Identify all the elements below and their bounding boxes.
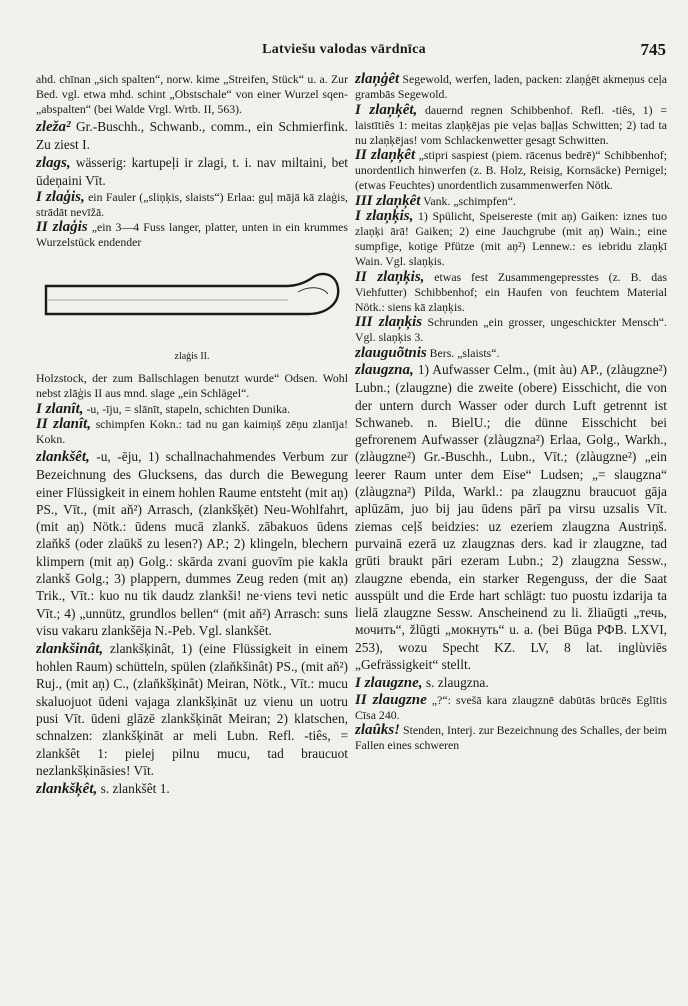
entry-zlanksinat: zlankšinât, zlankšķinât, 1) (eine Flüssigkeit in einem hohlen Raum) schütteln, spülen (zlaňkšinât) PS., (mit aň²) Ruj., (mit aņ) C., (zlaňkšķinât) Meiran, Nötk., Vīt.: mucu skaluojuot ūdeni vajaga zlankšķināt uz vienu un uotru pusi Vīt. ūdeni glāzē zlankšķināt Meiran; 2) klatschen, schnalzen: zlankšķināt ar meli Lubn. Refl. -tiês, = zlankšêt 1: pielej pilnu mucu, tad braucuot nezlankšķināsies! Vīt. [36,640,348,778]
entry-zlanksket: zlankšêt, -u, -ēju, 1) schallnachahmendes Verbum zur Bezeichnung des Glucksens, das durch die Bewegung einer Flüssigkeit in einem hohlen Raume entsteht (mit aņ) PS., Vīt., (mit aň²) Arrasch, (zlankšķēt) Neu-Wohlfahrt, (mit aņ) Nötk.: ūdens mucā zlankš. zābakuos ūdens zlaňkš (oder zlaūkš zu lesen?) AP.; 2) klingeln, blechern klimpern (mit aņ) Golg.: skārda zvani guovīm pie kakla zlankš Golg.; 3) plappern, dummes Zeug reden (mit aņ) Trik., Vīt.: kuo nu tik daudz zlankši! ne·viens tevi netic Vīt.; 4) „unnütz, grundlos bellen“ (mit aň²) Arrasch: suns visu vakaru zlankšēja N.-Peb. Vgl. slankšēt. [36,448,348,638]
page-number: 745 [640,40,666,59]
left-column [36,72,348,1002]
running-title: Latviešu valodas vārdnīca [262,42,426,57]
entry-zlankis-3: III zlaņķis Schrunden „ein grosser, ungeschickter Mensch“. Vgl. slaņķis 3. [355,314,667,344]
entry-continuation: ahd. chīnan „sich spalten“, norw. kime „Streifen, Stück“ u. a. Zur Bed. vgl. etwa mhd. schint „Obstschale“ von einer Wurzel sqen- „abspalten“ (bei Walde Vrgl. Wrtb. II, 563). [36,72,348,116]
stick-drawing [36,256,348,346]
entry-zleza: zleža² Gr.-Buschh., Schwanb., comm., ein Schmierfink. Zu ziest I. [36,118,348,152]
right-column [355,72,667,1002]
page-header [0,38,688,62]
entry-zlankis-2: II zlaņķis, etwas fest Zusammengepresstes (z. B. das Viehfutter) Schibbenhof; ein Haufen von feuchtem Material Nötk.: siens kā zlaņķis. [355,268,667,314]
entry-zlanit-2: II zlanît, schimpfen Kokn.: tad nu gan kaimiņš zēņu zlanīja! Kokn. [36,416,348,447]
entry-zlauguotnis: zlauguõtnis Bers. „slaists“. [355,344,500,361]
figure-caption: zlaģis II. [174,351,210,363]
entry-zlaugzne-2: II zlaugzne „?“: svešā kara zlaugznē dabūtās brūcēs Eglītis Cīsa 240. [355,691,667,722]
entry-zlaugzna: zlaugzna, 1) Aufwasser Celm., (mit àu) AP., (zlàugzne²) Lubn.; (zlaugzne) die zweite (obere) Eisschicht, die von der untern durch Wasser oder durch Luft getrennt ist Schwaneb. n. BielU.; die dünne Eisschicht bei gefrorenem Aufwasser (zlàugzna²) Erlaa, Golg., Warkh., (zlàugzne²) Gr.-Buschh., Lubn., Vīt.; (zlàugzne²) „ein leerer Raum unter dem Eise“ Ludsen; „= slaugzna“ (zlàugzna²) Pilda, Warkl.: pa zlaugznu braucuot gāja aplūzām, juo bij jau ūdens pārī pa virsu uzsalis Vīt. ziemas ceļš beidzies: uz ezeriem zlaugzna Austriņš. purvainā ezerā uz zlaugznas ders. kad ir zlaugzne, tad grūti braukt pāri ezeram Lubn.; 2) zlaugzna Sessw., zlaugzne ebenda, ein starker Regenguss, der die Saat ausspült und die Erde hart schlägt: tuo puostu izdarija ta lielā zlaugzne Sessw. Anscheinend zu li. žliaūgti „течь, мочить“, žlūgti „мокнуть“ u. a. (bei Būga РФВ. LXVI, 253), wozu Specht KZ. LV, 8 lat. inglùviēs „Gefrässigkeit“ stellt. [355,362,667,673]
entry-zlauks: zlaûks! Stenden, Interj. zur Bezeichnung des Schalles, der beim Fallen eines schweren [355,722,667,753]
entry-zlagis-2-end: Holzstock, der zum Ballschlagen benutzt wurde“ Odsen. Wohl nebst zlāģis II aus mnd. slage „ein Schlägel“. [36,371,348,401]
entry-zlagis-1: I zlaģis, ein Fauler („sliņķis, slaists“) Erlaa: guļ mājā kā zlaģis, strādāt nevīžā. [36,188,348,219]
entry-zlagis-2: II zlaģis „ein 3—4 Fuss langer, platter, unten in ein krummes Wurzelstück endender [36,219,348,250]
entry-zlangeet: zlaņģêt Segewold, werfen, laden, packen: zlaņģēt akmeņus ceļa grambās Segewold. [355,72,667,101]
entry-zlags: zlags, wässerig: kartupeļi ir zlagi, t. i. nav miltaini, bet ūdeņaini Vīt. [36,154,348,188]
entry-zlanit-1: I zlanît, -u, -īju, = slānīt, stapeln, schichten Dunika. [36,400,291,417]
zlagis-illustration [36,256,348,346]
entry-zlaugzne-1: I zlaugzne, s. zlaugzna. [355,674,489,691]
entry-zlanket-2: II zlaņķêt „stipri saspiest (piem. rācenus bedrē)“ Schibbenhof; unordentlich hinwerfen (z. B. Holz, Reisig, Kornsäcke) Pernigel; (etwas Feuchtes) unordentlich zusammenwerfen Nötk. [355,147,667,192]
entry-zlankskeet: zlankšķêt, s. zlankšêt 1. [36,780,170,797]
entry-zlankis-1: I zlaņķis, 1) Spülicht, Speisereste (mit aņ) Gaiken: iznes tuo zlaņķi ārā! Gaiken; 2) eine Jauchgrube (mit aņ) Wain.; eine sumpfige, kotige Pfütze (mit aņ²) Lennew.: es iebridu zlaņķī Wain. Vgl. slaņķis. [355,208,667,268]
entry-zlanket-3: III zlaņķêt Vank. „schimpfen“. [355,192,516,209]
entry-zlanket-1: I zlaņķêt, dauernd regnen Schibbenhof. Refl. -tiês, 1) = laistītiês 1: meitas zlaņķējas pie veļas baļļas Schwitten; 2) tad ta nu zlaņķējas! vom Schlackenwetter gesagt Schwitten. [355,101,667,147]
